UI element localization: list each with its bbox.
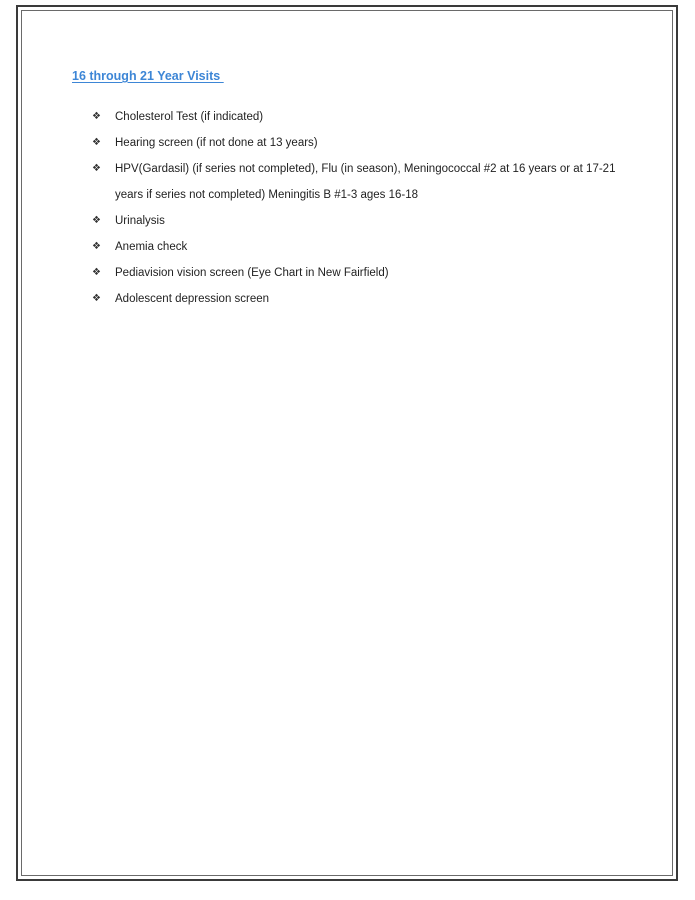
list-item-text: Hearing screen (if not done at 13 years) — [115, 137, 318, 149]
list-item — [92, 130, 632, 156]
diamond-bullet-icon: ❖ — [92, 267, 101, 278]
list-item — [92, 156, 632, 208]
list-item — [92, 234, 632, 260]
list-item-text: Adolescent depression screen — [115, 293, 270, 305]
list-item — [92, 260, 632, 286]
list-item-text: Cholesterol Test (if indicated) — [115, 111, 264, 123]
section-heading: 16 through 21 Year Visits — [72, 69, 224, 83]
diamond-bullet-icon: ❖ — [92, 111, 101, 122]
list-item-text: Anemia check — [115, 241, 188, 253]
diamond-bullet-icon: ❖ — [92, 215, 101, 226]
list-item — [92, 286, 632, 312]
list-item-text: Urinalysis — [115, 215, 165, 227]
diamond-bullet-icon: ❖ — [92, 293, 101, 304]
diamond-bullet-icon: ❖ — [92, 163, 101, 174]
list-item — [92, 104, 632, 130]
list-item-text: Pediavision vision screen (Eye Chart in New Fairfield) — [115, 267, 389, 279]
list-item-text: HPV(Gardasil) (if series not completed), Flu (in season), Meningococcal #2 at 16 years or at 17-21 years if series not completed) Meningitis B #1-3 ages 16-18 — [115, 163, 616, 201]
diamond-bullet-icon: ❖ — [92, 241, 101, 252]
visit-checklist — [92, 104, 632, 312]
list-item — [92, 208, 632, 234]
diamond-bullet-icon: ❖ — [92, 137, 101, 148]
